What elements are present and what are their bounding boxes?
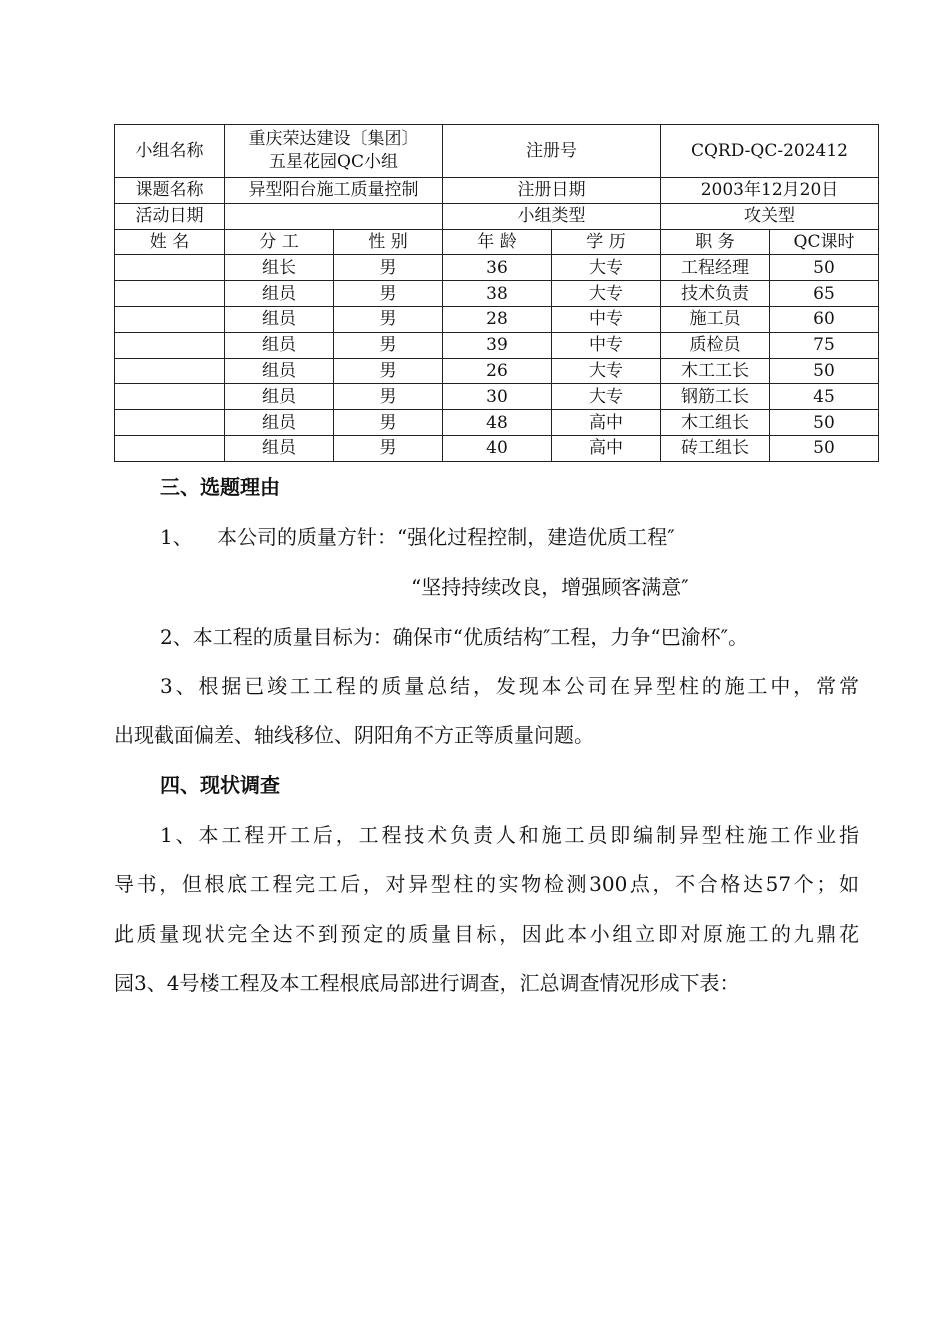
s3-p1-number: 1、 (160, 525, 193, 549)
member-position: 工程经理 (661, 255, 770, 281)
member-position: 钢筋工长 (661, 384, 770, 410)
member-gender: 男 (334, 332, 443, 358)
member-position: 砖工组长 (661, 435, 770, 461)
member-qc-hours: 60 (770, 306, 879, 332)
member-role: 组员 (225, 281, 334, 307)
member-name (115, 255, 225, 281)
header-position: 职 务 (661, 229, 770, 255)
member-name (115, 435, 225, 461)
member-role: 组员 (225, 410, 334, 436)
member-education: 大专 (552, 358, 661, 384)
member-age: 30 (443, 384, 552, 410)
member-name (115, 281, 225, 307)
table-row (115, 281, 879, 307)
member-role: 组员 (225, 435, 334, 461)
reg-date-label: 注册日期 (443, 178, 661, 204)
reg-no-value: CQRD-QC-202412 (661, 125, 879, 178)
member-role: 组员 (225, 332, 334, 358)
section3-heading: 三、选题理由 (160, 475, 280, 499)
member-age: 28 (443, 306, 552, 332)
group-type-value: 攻关型 (661, 203, 879, 229)
member-role: 组员 (225, 306, 334, 332)
table-row (115, 255, 879, 281)
member-qc-hours: 75 (770, 332, 879, 358)
table-row (115, 125, 879, 178)
member-name (115, 384, 225, 410)
s4-p1-line3: 此质量现状完全达不到预定的质量目标，因此本小组立即对原施工的九鼎花 (114, 922, 859, 946)
header-name: 姓 名 (115, 229, 225, 255)
topic-value: 异型阳台施工质量控制 (225, 178, 443, 204)
table-row (115, 203, 879, 229)
topic-label: 课题名称 (115, 178, 225, 204)
member-name (115, 306, 225, 332)
member-qc-hours: 65 (770, 281, 879, 307)
member-gender: 男 (334, 306, 443, 332)
s3-p1-continuation: “坚持持续改良，增强顾客满意″ (411, 575, 689, 599)
table-row (115, 435, 879, 461)
s3-p3-line2: 出现截面偏差、轴线移位、阴阳角不方正等质量问题。 (114, 723, 594, 747)
member-gender: 男 (334, 384, 443, 410)
qc-group-table (114, 124, 879, 462)
member-age: 36 (443, 255, 552, 281)
group-name-label: 小组名称 (115, 125, 225, 178)
member-name (115, 358, 225, 384)
member-qc-hours: 50 (770, 435, 879, 461)
reg-date-value: 2003年12月20日 (661, 178, 879, 204)
reg-no-label: 注册号 (443, 125, 661, 178)
member-age: 39 (443, 332, 552, 358)
table-row (115, 384, 879, 410)
member-gender: 男 (334, 410, 443, 436)
member-gender: 男 (334, 281, 443, 307)
group-name-value: 重庆荣达建设〔集团〕 五星花园QC小组 (225, 125, 443, 178)
member-age: 38 (443, 281, 552, 307)
activity-date-value (225, 203, 443, 229)
member-gender: 男 (334, 358, 443, 384)
section4-heading: 四、现状调查 (160, 773, 280, 797)
header-gender: 性 别 (334, 229, 443, 255)
member-education: 高中 (552, 410, 661, 436)
group-type-label: 小组类型 (443, 203, 661, 229)
member-header-row (115, 229, 879, 255)
member-age: 40 (443, 435, 552, 461)
member-education: 大专 (552, 384, 661, 410)
table-row (115, 410, 879, 436)
member-age: 48 (443, 410, 552, 436)
member-education: 高中 (552, 435, 661, 461)
table-row (115, 178, 879, 204)
table-row (115, 306, 879, 332)
header-education: 学 历 (552, 229, 661, 255)
member-qc-hours: 50 (770, 410, 879, 436)
member-gender: 男 (334, 255, 443, 281)
member-name (115, 410, 225, 436)
member-qc-hours: 50 (770, 255, 879, 281)
member-role: 组员 (225, 384, 334, 410)
s3-p2: 2、本工程的质量目标为：确保市“优质结构″工程，力争“巴渝杯″。 (160, 625, 749, 649)
member-education: 中专 (552, 332, 661, 358)
member-age: 26 (443, 358, 552, 384)
member-qc-hours: 50 (770, 358, 879, 384)
member-education: 大专 (552, 281, 661, 307)
table-row (115, 332, 879, 358)
header-role: 分 工 (225, 229, 334, 255)
s4-p1-line2: 导书，但根底工程完工后，对异型柱的实物检测300点，不合格达57个；如 (114, 872, 859, 896)
member-qc-hours: 45 (770, 384, 879, 410)
member-position: 施工员 (661, 306, 770, 332)
header-age: 年 龄 (443, 229, 552, 255)
s3-p1-text: 本公司的质量方针：“强化过程控制，建造优质工程″ (217, 525, 675, 549)
s3-p3-line1: 3、根据已竣工工程的质量总结，发现本公司在异型柱的施工中，常常 (160, 674, 859, 698)
activity-date-label: 活动日期 (115, 203, 225, 229)
member-position: 木工组长 (661, 410, 770, 436)
member-position: 木工工长 (661, 358, 770, 384)
header-qc-hours: QC课时 (770, 229, 879, 255)
member-position: 质检员 (661, 332, 770, 358)
member-gender: 男 (334, 435, 443, 461)
s4-p1-line1: 1、本工程开工后，工程技术负责人和施工员即编制异型柱施工作业指 (160, 823, 859, 847)
member-education: 中专 (552, 306, 661, 332)
member-role: 组长 (225, 255, 334, 281)
s4-p1-line4: 园3、4号楼工程及本工程根底局部进行调查，汇总调查情况形成下表： (114, 971, 740, 995)
member-education: 大专 (552, 255, 661, 281)
member-position: 技术负责 (661, 281, 770, 307)
member-name (115, 332, 225, 358)
table-row (115, 358, 879, 384)
member-role: 组员 (225, 358, 334, 384)
